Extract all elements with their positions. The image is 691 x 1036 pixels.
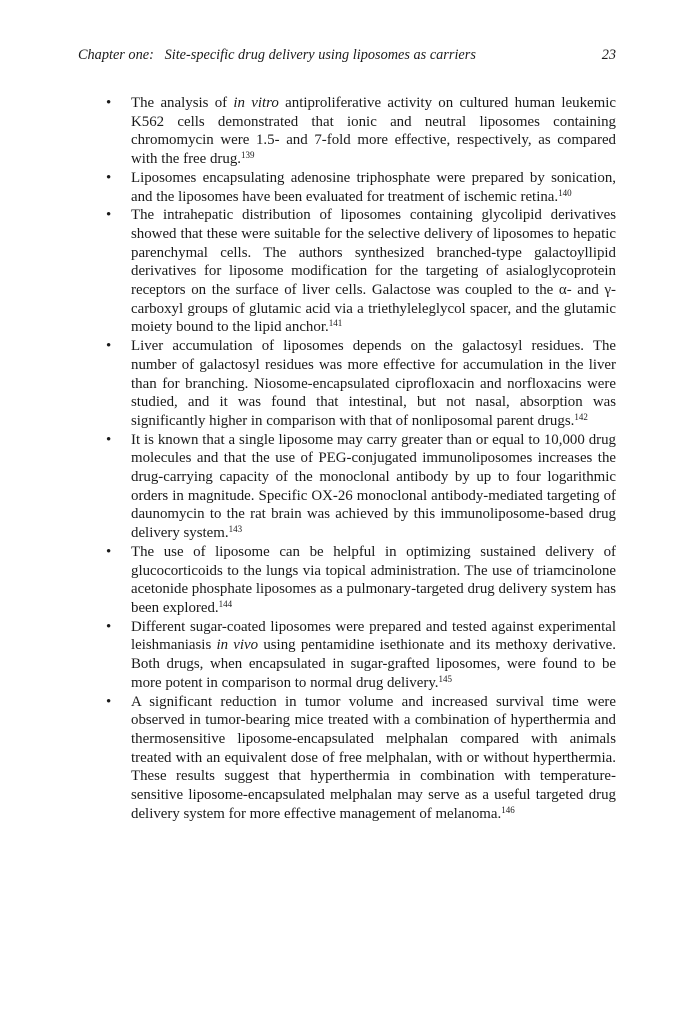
- list-item: [101, 169, 616, 206]
- item-italic-text: in vitro: [233, 95, 279, 111]
- list-item: [101, 206, 616, 337]
- list-item: [101, 693, 616, 824]
- item-text: Different sugar-coated liposomes were prepared and tested against experimental leishmaniasis: [131, 618, 616, 654]
- page-number: 23: [601, 47, 616, 63]
- item-text: The analysis of: [131, 95, 234, 111]
- item-text: using pentamidine isethionate and its methoxy derivative. Both drugs, when encapsulated in sugar-grafted liposomes, were found to be more potent in comparison to normal drug delivery.: [131, 637, 617, 691]
- reference-marker: 145: [438, 673, 453, 684]
- reference-marker: 146: [501, 804, 515, 815]
- bullet-list: [101, 94, 616, 823]
- reference-marker: 144: [218, 598, 233, 609]
- item-text: It is known that a single liposome may carry greater than or equal to 10,000 drug molecules and that the use of PEG-conjugated immunoliposomes increases the drug-carrying capacity of the monoclonal antibody by up to four logarithmic orders in magnitude. Specific OX-26 monoclonal antibody-mediated targeting of daunomycin to the rat brain was achieved by this immunoliposome-based drug delivery system.: [131, 431, 616, 542]
- reference-marker: 142: [574, 411, 588, 422]
- list-item: [101, 337, 616, 431]
- item-italic-text: in vivo: [216, 637, 259, 654]
- reference-marker: 141: [328, 318, 343, 329]
- item-text: The intrahepatic distribution of liposomes containing glycolipid derivatives showed that these were suitable for the selective delivery of liposomes to hepatic parenchymal cells. The authors synthesized branched-type galactoyllipid derivatives for liposome modification for the targeting of asialoglycoprotein receptors on the surface of liver cells. Galactose was coupled to the α- and γ-carboxyl groups of glutamic acid via a triethyleleglycol spacer, and the glutamic moiety bound to the lipid anchor.: [131, 207, 616, 336]
- item-text: Liposomes encapsulating adenosine triphosphate were prepared by sonication, and the liposomes have been evaluated for treatment of ischemic retina.: [131, 169, 616, 205]
- item-text: A significant reduction in tumor volume and increased survival time were observed in tumor-bearing mice treated with a combination of hyperthermia and thermosensitive liposome-encapsulated melphalan compared with animals treated with an equivalent dose of free melphalan, with or without hyperthermia. These results suggest that hyperthermia in combination with temperature-sensitive liposome-encapsulated melphalan may serve as a useful targeted drug delivery system for more effective management of melanoma.: [131, 693, 616, 822]
- item-text: antiproliferative activity on cultured human leukemic K562 cells demonstrated that ionic and neutral liposomes containing chromomycin were 1.5- and 7-fold more effective, respectively, as compared with the free drug.: [131, 95, 616, 168]
- running-header-title: [78, 46, 476, 64]
- list-item: [101, 431, 616, 543]
- list-item: [101, 618, 616, 693]
- reference-marker: 143: [228, 524, 243, 535]
- item-text: Liver accumulation of liposomes depends on the galactosyl residues. The number of galactosyl residues was more effective for accumulation in the liver than for branching. Niosome-encapsulated ciprofloxacin and norfloxacins were studied, and it was found that intestinal, but not nasal, absorption was significantly higher in comparison with that of nonliposomal parent drugs.: [131, 338, 616, 429]
- chapter-label: Chapter one:: [78, 47, 154, 63]
- list-item: [101, 543, 616, 618]
- list-item: [101, 94, 616, 169]
- reference-marker: 139: [241, 150, 255, 161]
- item-text: The use of liposome can be helpful in optimizing sustained delivery of glucocorticoids to the lungs via topical administration. The use of triamcinolone acetonide phosphate liposomes as a pulmonary-targeted drug delivery system has been explored.: [131, 543, 616, 616]
- reference-marker: 140: [558, 187, 572, 198]
- chapter-title: Site-specific drug delivery using liposomes as carriers: [164, 47, 476, 63]
